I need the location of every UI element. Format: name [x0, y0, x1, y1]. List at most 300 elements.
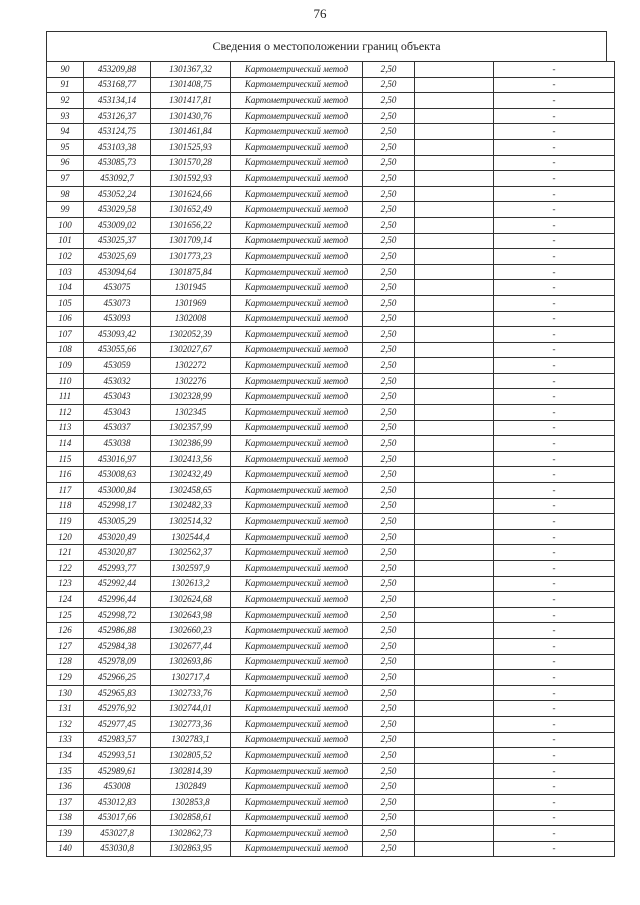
x-coordinate: 453038	[84, 436, 151, 452]
x-coordinate: 453093	[84, 311, 151, 327]
y-coordinate: 1302660,23	[151, 623, 231, 639]
y-coordinate: 1302849	[151, 779, 231, 795]
table-row	[47, 358, 615, 374]
table-row	[47, 420, 615, 436]
description-cell	[415, 436, 494, 452]
table-row	[47, 592, 615, 608]
description-cell	[415, 841, 494, 857]
accuracy-cell: 2,50	[363, 373, 415, 389]
y-coordinate: 1301652,49	[151, 202, 231, 218]
method-cell: Картометрический метод	[231, 186, 363, 202]
point-number: 100	[47, 217, 84, 233]
accuracy-cell: 2,50	[363, 670, 415, 686]
description-cell	[415, 124, 494, 140]
x-coordinate: 453209,88	[84, 62, 151, 78]
description-cell	[415, 701, 494, 717]
method-cell: Картометрический метод	[231, 373, 363, 389]
y-coordinate: 1302853,8	[151, 794, 231, 810]
description-cell	[415, 779, 494, 795]
description-cell	[415, 358, 494, 374]
method-cell: Картометрический метод	[231, 451, 363, 467]
description-cell	[415, 607, 494, 623]
table-row	[47, 467, 615, 483]
point-number: 113	[47, 420, 84, 436]
accuracy-cell: 2,50	[363, 716, 415, 732]
method-cell: Картометрический метод	[231, 685, 363, 701]
accuracy-cell: 2,50	[363, 498, 415, 514]
y-coordinate: 1301709,14	[151, 233, 231, 249]
table-row	[47, 576, 615, 592]
method-cell: Картометрический метод	[231, 342, 363, 358]
extra-cell: -	[494, 670, 615, 686]
accuracy-cell: 2,50	[363, 280, 415, 296]
description-cell	[415, 217, 494, 233]
point-number: 91	[47, 77, 84, 93]
extra-cell: -	[494, 638, 615, 654]
table-row	[47, 249, 615, 265]
table-row	[47, 108, 615, 124]
x-coordinate: 453094,64	[84, 264, 151, 280]
accuracy-cell: 2,50	[363, 108, 415, 124]
x-coordinate: 453005,29	[84, 514, 151, 530]
table-row	[47, 545, 615, 561]
x-coordinate: 452992,44	[84, 576, 151, 592]
point-number: 121	[47, 545, 84, 561]
description-cell	[415, 233, 494, 249]
method-cell: Картометрический метод	[231, 748, 363, 764]
table-row	[47, 373, 615, 389]
extra-cell: -	[494, 405, 615, 421]
table-row	[47, 217, 615, 233]
table-row	[47, 451, 615, 467]
y-coordinate: 1302386,99	[151, 436, 231, 452]
extra-cell: -	[494, 763, 615, 779]
method-cell: Картометрический метод	[231, 592, 363, 608]
extra-cell: -	[494, 280, 615, 296]
extra-cell: -	[494, 576, 615, 592]
method-cell: Картометрический метод	[231, 529, 363, 545]
accuracy-cell: 2,50	[363, 545, 415, 561]
extra-cell: -	[494, 685, 615, 701]
description-cell	[415, 592, 494, 608]
x-coordinate: 452993,77	[84, 561, 151, 577]
table-row	[47, 327, 615, 343]
table-row	[47, 779, 615, 795]
extra-cell: -	[494, 779, 615, 795]
description-cell	[415, 451, 494, 467]
accuracy-cell: 2,50	[363, 826, 415, 842]
x-coordinate: 453052,24	[84, 186, 151, 202]
x-coordinate: 452978,09	[84, 654, 151, 670]
x-coordinate: 453029,58	[84, 202, 151, 218]
point-number: 136	[47, 779, 84, 795]
table-row	[47, 483, 615, 499]
method-cell: Картометрический метод	[231, 779, 363, 795]
accuracy-cell: 2,50	[363, 685, 415, 701]
method-cell: Картометрический метод	[231, 467, 363, 483]
accuracy-cell: 2,50	[363, 264, 415, 280]
method-cell: Картометрический метод	[231, 638, 363, 654]
description-cell	[415, 93, 494, 109]
x-coordinate: 453009,02	[84, 217, 151, 233]
description-cell	[415, 654, 494, 670]
extra-cell: -	[494, 327, 615, 343]
accuracy-cell: 2,50	[363, 810, 415, 826]
table-row	[47, 701, 615, 717]
description-cell	[415, 623, 494, 639]
accuracy-cell: 2,50	[363, 514, 415, 530]
description-cell	[415, 202, 494, 218]
accuracy-cell: 2,50	[363, 186, 415, 202]
point-number: 107	[47, 327, 84, 343]
description-cell	[415, 389, 494, 405]
accuracy-cell: 2,50	[363, 638, 415, 654]
accuracy-cell: 2,50	[363, 436, 415, 452]
table-row	[47, 186, 615, 202]
accuracy-cell: 2,50	[363, 623, 415, 639]
method-cell: Картометрический метод	[231, 327, 363, 343]
y-coordinate: 1301408,75	[151, 77, 231, 93]
description-cell	[415, 155, 494, 171]
description-cell	[415, 311, 494, 327]
point-number: 139	[47, 826, 84, 842]
point-number: 108	[47, 342, 84, 358]
extra-cell: -	[494, 62, 615, 78]
point-number: 94	[47, 124, 84, 140]
x-coordinate: 453016,97	[84, 451, 151, 467]
table-row	[47, 638, 615, 654]
point-number: 101	[47, 233, 84, 249]
y-coordinate: 1301430,76	[151, 108, 231, 124]
table-row	[47, 716, 615, 732]
method-cell: Картометрический метод	[231, 389, 363, 405]
point-number: 117	[47, 483, 84, 499]
accuracy-cell: 2,50	[363, 561, 415, 577]
extra-cell: -	[494, 311, 615, 327]
method-cell: Картометрический метод	[231, 233, 363, 249]
point-number: 138	[47, 810, 84, 826]
extra-cell: -	[494, 139, 615, 155]
accuracy-cell: 2,50	[363, 483, 415, 499]
point-number: 103	[47, 264, 84, 280]
accuracy-cell: 2,50	[363, 654, 415, 670]
accuracy-cell: 2,50	[363, 732, 415, 748]
accuracy-cell: 2,50	[363, 327, 415, 343]
table-row	[47, 280, 615, 296]
method-cell: Картометрический метод	[231, 202, 363, 218]
table-row	[47, 405, 615, 421]
description-cell	[415, 810, 494, 826]
x-coordinate: 452989,61	[84, 763, 151, 779]
extra-cell: -	[494, 654, 615, 670]
accuracy-cell: 2,50	[363, 748, 415, 764]
extra-cell: -	[494, 77, 615, 93]
point-number: 105	[47, 295, 84, 311]
extra-cell: -	[494, 623, 615, 639]
extra-cell: -	[494, 701, 615, 717]
method-cell: Картометрический метод	[231, 623, 363, 639]
extra-cell: -	[494, 249, 615, 265]
x-coordinate: 452998,72	[84, 607, 151, 623]
extra-cell: -	[494, 358, 615, 374]
table-row	[47, 342, 615, 358]
accuracy-cell: 2,50	[363, 358, 415, 374]
accuracy-cell: 2,50	[363, 763, 415, 779]
method-cell: Картометрический метод	[231, 124, 363, 140]
point-number: 90	[47, 62, 84, 78]
extra-cell: -	[494, 529, 615, 545]
point-number: 140	[47, 841, 84, 857]
x-coordinate: 452983,57	[84, 732, 151, 748]
description-cell	[415, 576, 494, 592]
point-number: 132	[47, 716, 84, 732]
x-coordinate: 453032	[84, 373, 151, 389]
extra-cell: -	[494, 155, 615, 171]
table-row	[47, 685, 615, 701]
y-coordinate: 1301367,32	[151, 62, 231, 78]
point-number: 122	[47, 561, 84, 577]
y-coordinate: 1302744,01	[151, 701, 231, 717]
table-row	[47, 763, 615, 779]
description-cell	[415, 342, 494, 358]
accuracy-cell: 2,50	[363, 701, 415, 717]
x-coordinate: 453103,38	[84, 139, 151, 155]
table-row	[47, 826, 615, 842]
x-coordinate: 453085,73	[84, 155, 151, 171]
x-coordinate: 452998,17	[84, 498, 151, 514]
x-coordinate: 453012,83	[84, 794, 151, 810]
point-number: 115	[47, 451, 84, 467]
method-cell: Картометрический метод	[231, 62, 363, 78]
point-number: 116	[47, 467, 84, 483]
method-cell: Картометрический метод	[231, 93, 363, 109]
method-cell: Картометрический метод	[231, 841, 363, 857]
x-coordinate: 453025,37	[84, 233, 151, 249]
x-coordinate: 453126,37	[84, 108, 151, 124]
extra-cell: -	[494, 295, 615, 311]
description-cell	[415, 638, 494, 654]
method-cell: Картометрический метод	[231, 483, 363, 499]
table-row	[47, 171, 615, 187]
extra-cell: -	[494, 732, 615, 748]
extra-cell: -	[494, 342, 615, 358]
accuracy-cell: 2,50	[363, 794, 415, 810]
extra-cell: -	[494, 436, 615, 452]
x-coordinate: 452993,51	[84, 748, 151, 764]
method-cell: Картометрический метод	[231, 763, 363, 779]
method-cell: Картометрический метод	[231, 77, 363, 93]
table-row	[47, 264, 615, 280]
accuracy-cell: 2,50	[363, 342, 415, 358]
point-number: 112	[47, 405, 84, 421]
x-coordinate: 453017,66	[84, 810, 151, 826]
description-cell	[415, 545, 494, 561]
extra-cell: -	[494, 264, 615, 280]
y-coordinate: 1302858,61	[151, 810, 231, 826]
accuracy-cell: 2,50	[363, 389, 415, 405]
method-cell: Картометрический метод	[231, 217, 363, 233]
x-coordinate: 452976,92	[84, 701, 151, 717]
table-row	[47, 607, 615, 623]
description-cell	[415, 670, 494, 686]
description-cell	[415, 280, 494, 296]
description-cell	[415, 467, 494, 483]
extra-cell: -	[494, 592, 615, 608]
point-number: 97	[47, 171, 84, 187]
point-number: 93	[47, 108, 84, 124]
description-cell	[415, 171, 494, 187]
x-coordinate: 453092,7	[84, 171, 151, 187]
accuracy-cell: 2,50	[363, 139, 415, 155]
table-row	[47, 623, 615, 639]
accuracy-cell: 2,50	[363, 311, 415, 327]
x-coordinate: 453043	[84, 389, 151, 405]
y-coordinate: 1302733,76	[151, 685, 231, 701]
method-cell: Картометрический метод	[231, 607, 363, 623]
accuracy-cell: 2,50	[363, 592, 415, 608]
x-coordinate: 453008	[84, 779, 151, 795]
table-title: Сведения о местоположении границ объекта	[46, 31, 607, 61]
extra-cell: -	[494, 233, 615, 249]
accuracy-cell: 2,50	[363, 420, 415, 436]
extra-cell: -	[494, 514, 615, 530]
point-number: 92	[47, 93, 84, 109]
x-coordinate: 453093,42	[84, 327, 151, 343]
y-coordinate: 1301969	[151, 295, 231, 311]
description-cell	[415, 561, 494, 577]
y-coordinate: 1301624,66	[151, 186, 231, 202]
point-number: 98	[47, 186, 84, 202]
description-cell	[415, 794, 494, 810]
method-cell: Картометрический метод	[231, 732, 363, 748]
point-number: 102	[47, 249, 84, 265]
method-cell: Картометрический метод	[231, 295, 363, 311]
extra-cell: -	[494, 545, 615, 561]
method-cell: Картометрический метод	[231, 280, 363, 296]
accuracy-cell: 2,50	[363, 841, 415, 857]
y-coordinate: 1301945	[151, 280, 231, 296]
coordinates-table	[46, 61, 615, 857]
x-coordinate: 452966,25	[84, 670, 151, 686]
description-cell	[415, 716, 494, 732]
extra-cell: -	[494, 467, 615, 483]
description-cell	[415, 77, 494, 93]
description-cell	[415, 826, 494, 842]
point-number: 104	[47, 280, 84, 296]
extra-cell: -	[494, 748, 615, 764]
y-coordinate: 1302717,4	[151, 670, 231, 686]
accuracy-cell: 2,50	[363, 171, 415, 187]
method-cell: Картометрический метод	[231, 576, 363, 592]
extra-cell: -	[494, 498, 615, 514]
table-row	[47, 295, 615, 311]
description-cell	[415, 139, 494, 155]
point-number: 137	[47, 794, 84, 810]
description-cell	[415, 62, 494, 78]
x-coordinate: 452977,45	[84, 716, 151, 732]
method-cell: Картометрический метод	[231, 716, 363, 732]
extra-cell: -	[494, 171, 615, 187]
extra-cell: -	[494, 202, 615, 218]
point-number: 96	[47, 155, 84, 171]
extra-cell: -	[494, 561, 615, 577]
y-coordinate: 1302432,49	[151, 467, 231, 483]
x-coordinate: 453037	[84, 420, 151, 436]
x-coordinate: 453055,66	[84, 342, 151, 358]
method-cell: Картометрический метод	[231, 108, 363, 124]
accuracy-cell: 2,50	[363, 607, 415, 623]
x-coordinate: 452984,38	[84, 638, 151, 654]
description-cell	[415, 514, 494, 530]
x-coordinate: 453168,77	[84, 77, 151, 93]
point-number: 131	[47, 701, 84, 717]
description-cell	[415, 373, 494, 389]
accuracy-cell: 2,50	[363, 295, 415, 311]
method-cell: Картометрический метод	[231, 670, 363, 686]
extra-cell: -	[494, 483, 615, 499]
table-row	[47, 93, 615, 109]
table-row	[47, 155, 615, 171]
description-cell	[415, 763, 494, 779]
point-number: 128	[47, 654, 84, 670]
extra-cell: -	[494, 186, 615, 202]
x-coordinate: 453043	[84, 405, 151, 421]
accuracy-cell: 2,50	[363, 529, 415, 545]
y-coordinate: 1301417,81	[151, 93, 231, 109]
extra-cell: -	[494, 841, 615, 857]
extra-cell: -	[494, 794, 615, 810]
point-number: 129	[47, 670, 84, 686]
table-row	[47, 794, 615, 810]
accuracy-cell: 2,50	[363, 217, 415, 233]
table-row	[47, 124, 615, 140]
accuracy-cell: 2,50	[363, 467, 415, 483]
point-number: 119	[47, 514, 84, 530]
point-number: 95	[47, 139, 84, 155]
method-cell: Картометрический метод	[231, 514, 363, 530]
boundary-table	[46, 31, 607, 857]
table-row	[47, 841, 615, 857]
table-row	[47, 670, 615, 686]
y-coordinate: 1302413,56	[151, 451, 231, 467]
method-cell: Картометрический метод	[231, 794, 363, 810]
table-row	[47, 561, 615, 577]
y-coordinate: 1301656,22	[151, 217, 231, 233]
y-coordinate: 1302027,67	[151, 342, 231, 358]
point-number: 133	[47, 732, 84, 748]
description-cell	[415, 186, 494, 202]
accuracy-cell: 2,50	[363, 93, 415, 109]
table-row	[47, 810, 615, 826]
y-coordinate: 1301875,84	[151, 264, 231, 280]
description-cell	[415, 108, 494, 124]
table-row	[47, 529, 615, 545]
accuracy-cell: 2,50	[363, 77, 415, 93]
table-row	[47, 233, 615, 249]
table-row	[47, 202, 615, 218]
y-coordinate: 1302677,44	[151, 638, 231, 654]
x-coordinate: 452996,44	[84, 592, 151, 608]
x-coordinate: 453059	[84, 358, 151, 374]
y-coordinate: 1302862,73	[151, 826, 231, 842]
extra-cell: -	[494, 124, 615, 140]
description-cell	[415, 529, 494, 545]
description-cell	[415, 732, 494, 748]
y-coordinate: 1302613,2	[151, 576, 231, 592]
method-cell: Картометрический метод	[231, 139, 363, 155]
method-cell: Картометрический метод	[231, 311, 363, 327]
description-cell	[415, 483, 494, 499]
